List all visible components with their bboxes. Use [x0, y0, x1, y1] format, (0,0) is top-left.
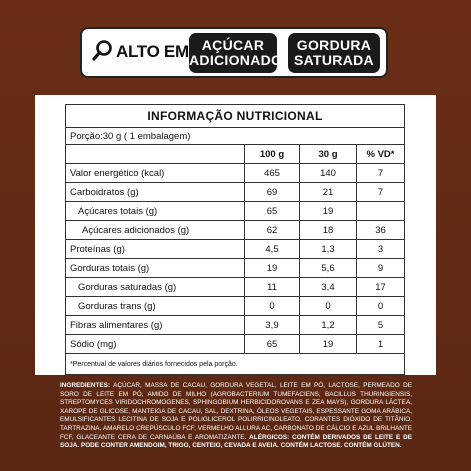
row-100g: 62 [245, 221, 300, 240]
row-100g: 65 [245, 202, 300, 221]
row-label: Gorduras saturadas (g) [66, 278, 245, 297]
table-row [66, 297, 405, 316]
magnifier-icon [92, 39, 114, 61]
row-label: Carboidratos (g) [66, 183, 245, 202]
table-row [66, 164, 405, 183]
row-30g: 1,2 [300, 316, 357, 335]
table-row [66, 240, 405, 259]
row-100g: 19 [245, 259, 300, 278]
row-label: Gorduras totais (g) [66, 259, 245, 278]
row-label: Açúcares adicionados (g) [66, 221, 245, 240]
warning-added-sugar-line2: ADICIONADO [189, 52, 283, 68]
warning-label: ALTO EM [116, 42, 189, 61]
row-label: Proteínas (g) [66, 240, 245, 259]
header-100g: 100 g [245, 145, 300, 164]
row-vd: 7 [357, 164, 405, 183]
table-footnote: *Percentual de valores diários fornecidos pela porção. [66, 354, 405, 375]
ingredients-heading: INGREDIENTES: [60, 382, 111, 389]
row-vd: 3 [357, 240, 405, 259]
warning-added-sugar-line1: AÇÚCAR [201, 37, 265, 53]
row-30g: 0 [300, 297, 357, 316]
row-30g: 5,6 [300, 259, 357, 278]
row-100g: 465 [245, 164, 300, 183]
row-vd [357, 202, 405, 221]
row-30g: 19 [300, 202, 357, 221]
row-label: Açúcares totais (g) [66, 202, 245, 221]
warning-added-sugar [189, 33, 283, 73]
table-row [66, 221, 405, 240]
table-row [66, 183, 405, 202]
nutrition-table [65, 104, 405, 375]
row-vd: 5 [357, 316, 405, 335]
row-100g: 11 [245, 278, 300, 297]
row-30g: 21 [300, 183, 357, 202]
header-30g: 30 g [300, 145, 357, 164]
row-vd: 1 [357, 335, 405, 354]
row-100g: 69 [245, 183, 300, 202]
table-row [66, 316, 405, 335]
row-30g: 18 [300, 221, 357, 240]
ingredients-text [60, 382, 412, 451]
row-label: Valor energético (kcal) [66, 164, 245, 183]
table-row [66, 259, 405, 278]
header-empty [66, 145, 245, 164]
warning-saturated-fat-line2: SATURADA [294, 52, 374, 68]
row-label: Sódio (mg) [66, 335, 245, 354]
table-row [66, 335, 405, 354]
row-vd: 17 [357, 278, 405, 297]
nutrition-panel [35, 95, 436, 375]
table-row [66, 278, 405, 297]
row-100g: 4,5 [245, 240, 300, 259]
row-vd: 0 [357, 297, 405, 316]
table-row [66, 202, 405, 221]
ingredients-list: AÇÚCAR, MASSA DE CACAU, GORDURA VEGETAL, LEITE EM PÓ, LACTOSE, PERMEADO DE SORO DE LEITE EM PÓ, AMIDO DE MILHO (AGROBACTERIUM TUMEFACIENS, BACILLUS THURINGIENSIS, STREPTOMYCES VIRIDOCHROMOGENES, SPHINGOBIUM HERBICIDOROVANS E ZEA MAYS), GORDURA LÁCTEA, XAROPE DE GLICOSE, MANTEIGA DE CACAU, SAL, DEXTRINA, ÓLEOS VEGETAIS, ESPESSANTE GOMA ARÁBICA, EMULSIFICANTES LECITINA DE SOJA E POLIGLICEROL POLIRRICINOLEATO, CORANTES DIÓXIDO DE TITÂNIO, TARTRAZINA, AMARELO CREPÚSCULO FCF, VERMELHO ALLURA AC, CARBONATO DE CÁLCIO E AZUL BRILHANTE FCF, GLACEANTE CERA DE CARNAÚBA E AROMATIZANTE. [60, 382, 412, 441]
row-30g: 19 [300, 335, 357, 354]
table-title: INFORMAÇÃO NUTRICIONAL [66, 105, 405, 128]
row-100g: 3,9 [245, 316, 300, 335]
warning-saturated-fat [288, 33, 380, 73]
row-label: Gorduras trans (g) [66, 297, 245, 316]
header-vd: % VD* [357, 145, 405, 164]
row-30g: 1,3 [300, 240, 357, 259]
warning-saturated-fat-line1: GORDURA [296, 37, 372, 53]
allergens-statement: ALÉRGICOS: CONTÉM DERIVADOS DE LEITE E DE SOJA. PODE CONTER AMENDOIM, TRIGO, CENTEIO, CEVADA E AVEIA. CONTÉM LACTOSE. CONTÉM GLÚTEN. [60, 433, 412, 450]
row-30g: 3,4 [300, 278, 357, 297]
row-100g: 0 [245, 297, 300, 316]
high-content-warning [80, 27, 388, 78]
row-vd: 36 [357, 221, 405, 240]
row-100g: 65 [245, 335, 300, 354]
row-label: Fibras alimentares (g) [66, 316, 245, 335]
row-30g: 140 [300, 164, 357, 183]
portion-size: Porção:30 g ( 1 embalagem) [66, 128, 405, 145]
row-vd: 9 [357, 259, 405, 278]
table-header-row [66, 145, 405, 164]
row-vd: 7 [357, 183, 405, 202]
